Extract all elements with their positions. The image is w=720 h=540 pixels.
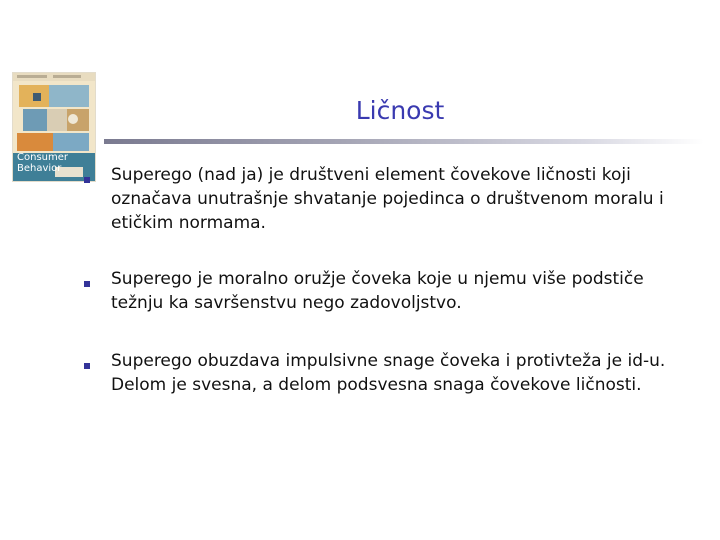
book-cover-image	[12, 72, 96, 182]
slide-title: Ličnost	[355, 96, 445, 125]
bullet-square-icon	[84, 177, 90, 183]
bullet-square-icon	[84, 281, 90, 287]
bullet-text: Superego je moralno oružje čoveka koje u njemu više podstiče težnju ka savršenstvu nego zadovoljstvo.	[111, 269, 644, 313]
cover-title-line1: Consumer	[17, 152, 68, 163]
cover-title-line2: Behavior	[17, 163, 62, 174]
bullet-text: Superego (nad ja) je društveni element čovekove ličnosti koji označava unutrašnje shvatanje pojedinca o društvenom moralu i etičkim normama.	[111, 165, 664, 233]
title-underline	[104, 139, 704, 144]
bullet-text: Superego obuzdava impulsivne snage čoveka i protivteža je id-u. Delom je svesna, a delom podsvesna snaga čovekove ličnosti.	[111, 351, 666, 395]
bullet-square-icon	[84, 363, 90, 369]
